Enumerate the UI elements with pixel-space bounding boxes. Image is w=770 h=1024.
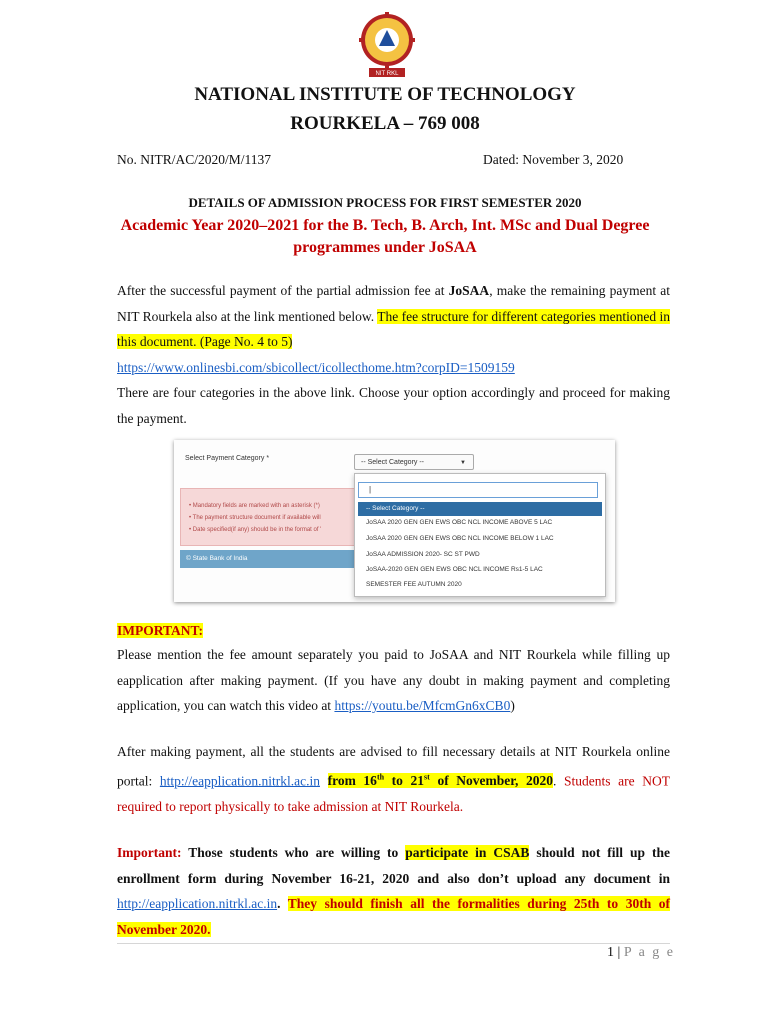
page-number: 1 | P a g e xyxy=(607,945,676,960)
category-option: JoSAA ADMISSION 2020- SC ST PWD xyxy=(366,551,480,558)
category-option: JoSAA-2020 GEN GEN EWS OBC NCL INCOME Rs1-5 LAC xyxy=(366,566,543,573)
eapplication-link[interactable]: http://eapplication.nitrkl.ac.in xyxy=(159,773,320,788)
eapplication-link-2[interactable]: http://eapplication.nitrkl.ac.in xyxy=(117,896,278,911)
deadline-note: They should finish all the formalities during 25th to 30th of November 2020. xyxy=(117,896,670,937)
footer-divider xyxy=(117,943,670,944)
institute-logo xyxy=(355,10,419,80)
category-option: SEMESTER FEE AUTUMN 2020 xyxy=(366,581,462,588)
dropdown-search: | xyxy=(358,482,598,498)
document-subject: DETAILS OF ADMISSION PROCESS FOR FIRST SEMESTER 2020 xyxy=(188,195,582,210)
intro-paragraph: After the successful payment of the partial admission fee at JoSAA, make the remaining payment at NIT Rourkela also at the link mentioned below. The fee structure for different categories mentioned in this document. (Page No. 4 to 5) https://www.onlinesbi.com/sbicollect/icollecthome.htm?corpID=1509159 There are four categories in the above link. Choose your option accordingly and proceed for making the payment. xyxy=(117,283,671,426)
payment-category-label: Select Payment Category * xyxy=(185,455,270,462)
academic-year-title: Academic Year 2020–2021 for the B. Tech, B. Arch, Int. MSc and Dual Degree programmes under JoSAA xyxy=(120,217,650,256)
video-link[interactable]: https://youtu.be/MfcmGn6xCB0 xyxy=(334,698,511,713)
chevron-down-icon: ▼ xyxy=(460,460,466,466)
important-paragraph: Please mention the fee amount separately you paid to JoSAA and NIT Rourkela while filling up eapplication after making payment. (If you have any doubt in making payment and completing application, you can watch this video at https://youtu.be/MfcmGn6xCB0) xyxy=(117,647,670,713)
no-physical-report-note: Students are NOT required to report physically to take admission at NIT Rourkela. xyxy=(117,773,671,814)
portal-paragraph: After making payment, all the students are advised to fill necessary details at NIT Rourkela online portal: http://eapplication.nitrkl.ac.in from 16th to 21st of November, 2020. Students are NOT required to report physically to take admission at NIT Rourkela. xyxy=(117,744,671,814)
document-date: Dated: November 3, 2020 xyxy=(483,152,624,167)
important-heading: IMPORTANT: xyxy=(117,623,204,638)
payment-category-screenshot xyxy=(174,440,615,602)
instructions-box: • Mandatory fields are marked with an asterisk (*) • The payment structure document if available will • Date specified(if any) should be in the format of ' xyxy=(180,488,362,546)
institute-city: ROURKELA – 769 008 xyxy=(290,113,480,134)
category-dropdown xyxy=(354,473,606,597)
fee-structure-note: The fee structure for different categories mentioned in this document. (Page No. 4 to 5) xyxy=(117,308,671,349)
category-option: -- Select Category -- xyxy=(358,502,602,516)
category-option: JoSAA 2020 GEN GEN EWS OBC NCL INCOME BELOW 1 LAC xyxy=(366,535,554,542)
csab-highlight: participate in CSAB xyxy=(405,845,530,860)
sbi-collect-link[interactable]: https://www.onlinesbi.com/sbicollect/icollecthome.htm?corpID=1509159 xyxy=(117,359,515,375)
category-option: JoSAA 2020 GEN GEN EWS OBC NCL INCOME ABOVE 5 LAC xyxy=(366,519,553,526)
sbi-footer: © State Bank of India xyxy=(180,550,360,568)
institute-name: NATIONAL INSTITUTE OF TECHNOLOGY xyxy=(194,84,576,105)
portal-dates: from 16th to 21st of November, 2020 xyxy=(327,772,554,788)
payment-category-select: -- Select Category -- ▼ xyxy=(354,454,474,470)
csab-paragraph: Important: Those students who are willing to participate in CSAB should not fill up the enrollment form during November 16-21, 2020 and also don’t upload any document in http://eapplication.nitrkl.ac.in. They should finish all the formalities during 25th to 30th of November 2020. xyxy=(117,845,670,937)
reference-number: No. NITR/AC/2020/M/1137 xyxy=(117,152,272,167)
svg-text:NIT RKL: NIT RKL xyxy=(375,71,399,77)
